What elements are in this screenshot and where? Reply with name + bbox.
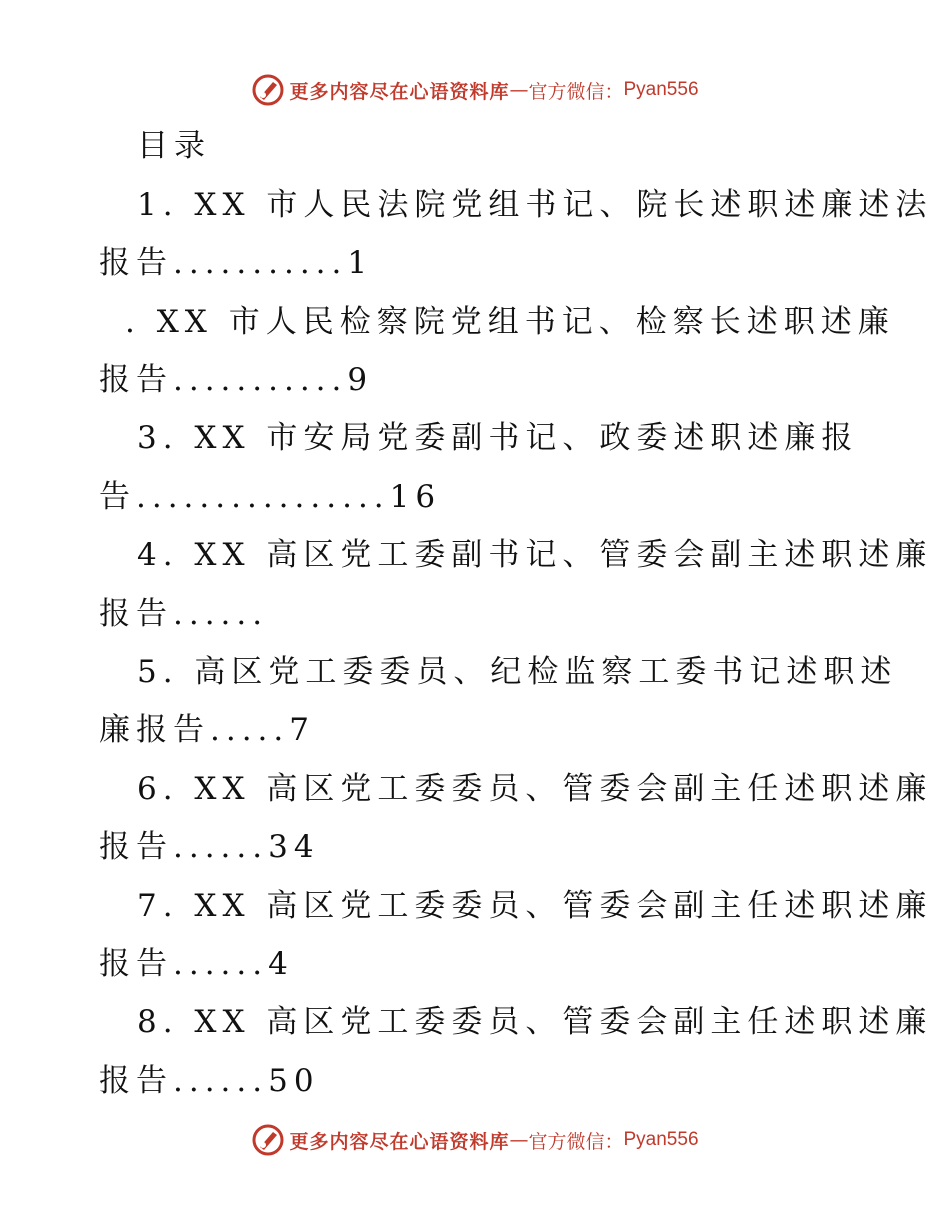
footer-watermark	[0, 1120, 950, 1160]
toc-entry-2-line2: 报告...........9	[99, 362, 374, 398]
watermark-main-text: 更多内容尽在心语资料库	[289, 80, 510, 103]
pen-logo-icon	[251, 1123, 285, 1157]
toc-entry-4-line1: 4. XX 高区党工委副书记、管委会副主述职述廉	[137, 537, 933, 573]
toc-entry-4-line2: 报告......	[99, 596, 269, 632]
watermark-wechat-id: Pyan556	[623, 79, 699, 100]
toc-entry-6-line2: 报告......34	[99, 829, 320, 865]
watermark-separator: —	[509, 79, 529, 101]
toc-entry-8-line2: 报告......50	[99, 1063, 320, 1099]
toc-entry-6-line1: 6. XX 高区党工委委员、管委会副主任述职述廉	[137, 771, 933, 807]
toc-entry-1-line2: 报告...........1	[99, 245, 374, 281]
toc-title: 目录	[137, 128, 211, 164]
watermark-wechat-label: 官方微信：	[528, 80, 624, 103]
header-watermark	[0, 70, 950, 110]
toc-entry-5-line2: 廉报告.....7	[99, 712, 315, 748]
watermark-separator: —	[509, 1129, 529, 1151]
watermark-wechat-label: 官方微信：	[528, 1130, 624, 1153]
toc-entry-5-line1: 5. 高区党工委委员、纪检监察工委书记述职述	[137, 654, 898, 690]
toc-entry-8-line1: 8. XX 高区党工委委员、管委会副主任述职述廉	[137, 1004, 933, 1040]
watermark-main-text: 更多内容尽在心语资料库	[289, 1130, 510, 1153]
toc-entry-3-line1: 3. XX 市安局党委副书记、政委述职述廉报	[137, 420, 859, 456]
watermark-wechat-id: Pyan556	[623, 1129, 699, 1150]
toc-entry-1-line1: 1. XX 市人民法院党组书记、院长述职述廉述法	[137, 187, 933, 223]
toc-entry-2-line1: . XX 市人民检察院党组书记、检察长述职述廉	[125, 304, 895, 340]
toc-entry-7-line2: 报告......4	[99, 946, 294, 982]
toc-entry-7-line1: 7. XX 高区党工委委员、管委会副主任述职述廉	[137, 888, 933, 924]
pen-logo-icon	[251, 73, 285, 107]
toc-entry-3-line2: 告................16	[99, 479, 442, 515]
